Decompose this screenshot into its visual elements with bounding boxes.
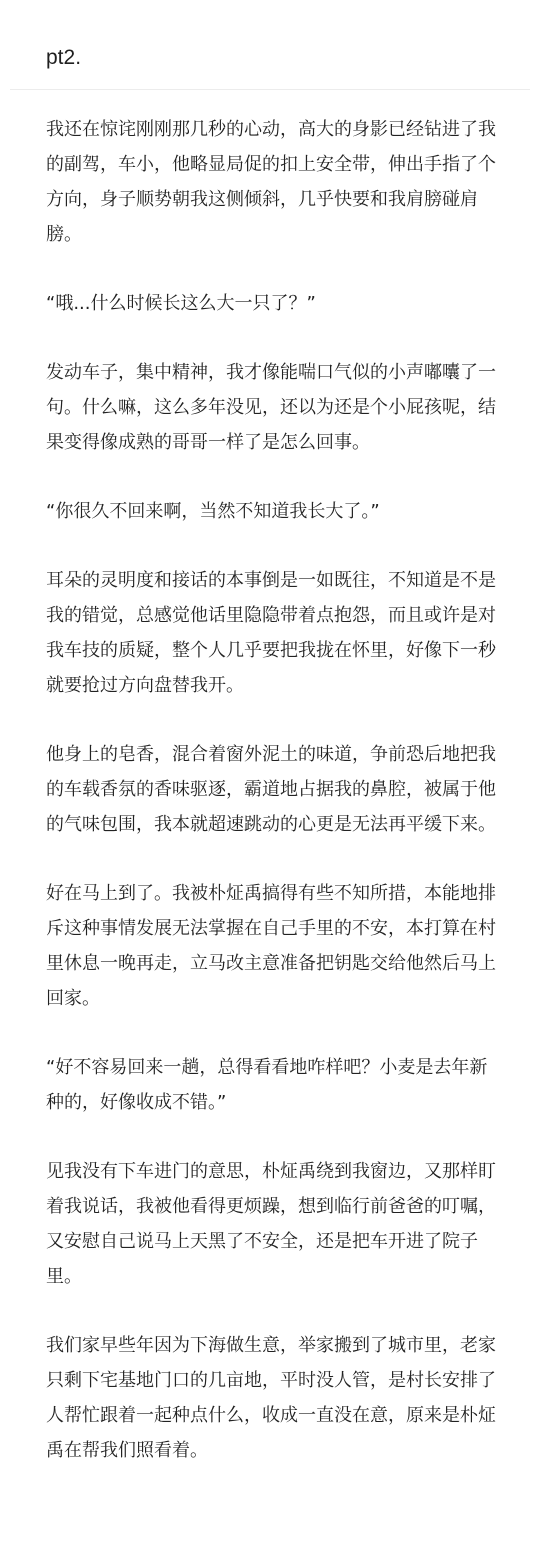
paragraph: 他身上的皂香，混合着窗外泥土的味道，争前恐后地把我的车载香氛的香味驱逐，霸道地占据我的鼻腔，被属于他的气味包围，我本就超速跳动的心更是无法再平缓下来。 [46,744,496,835]
article-body [46,112,498,1502]
paragraph: 发动车子，集中精神，我才像能喘口气似的小声嘟囔了一句。什么嘛，这么多年没见，还以为还是个小屁孩呢，结果变得像成熟的哥哥一样了是怎么回事。 [46,362,496,453]
paragraph: 见我没有下车进门的意思，朴炡禹绕到我窗边，又那样盯着我说话，我被他看得更烦躁，想到临行前爸爸的叮嘱，又安慰自己说马上天黑了不安全，还是把车开进了院子里。 [46,1161,496,1287]
paragraph: “你很久不回来啊，当然不知道我长大了。” [46,501,380,522]
paragraph: 我们家早些年因为下海做生意，举家搬到了城市里，老家只剩下宅基地门口的几亩地，平时没人管，是村长安排了人帮忙跟着一起种点什么，收成一直没在意，原来是朴炡禹在帮我们照看着。 [46,1335,496,1461]
paragraph: “好不容易回来一趟，总得看看地咋样吧？小麦是去年新种的，好像收成不错。” [46,1057,488,1113]
page-title: pt2. [46,46,82,69]
paragraph: 好在马上到了。我被朴炡禹搞得有些不知所措，本能地排斥这种事情发展无法掌握在自己手里的不安，本打算在村里休息一晚再走，立马改主意准备把钥匙交给他然后马上回家。 [46,883,496,1009]
paragraph: 我还在惊诧刚刚那几秒的心动，高大的身影已经钻进了我的副驾，车小，他略显局促的扣上安全带，伸出手指了个方向，身子顺势朝我这侧倾斜，几乎快要和我肩膀碰肩膀。 [46,119,496,245]
page-header [10,0,530,90]
paragraph: 耳朵的灵明度和接话的本事倒是一如既往，不知道是不是我的错觉，总感觉他话里隐隐带着点抱怨，而且或许是对我车技的质疑，整个人几乎要把我拢在怀里，好像下一秒就要抢过方向盘替我开。 [46,570,496,696]
paragraph: “哦...什么时候长这么大一只了？” [46,293,316,314]
